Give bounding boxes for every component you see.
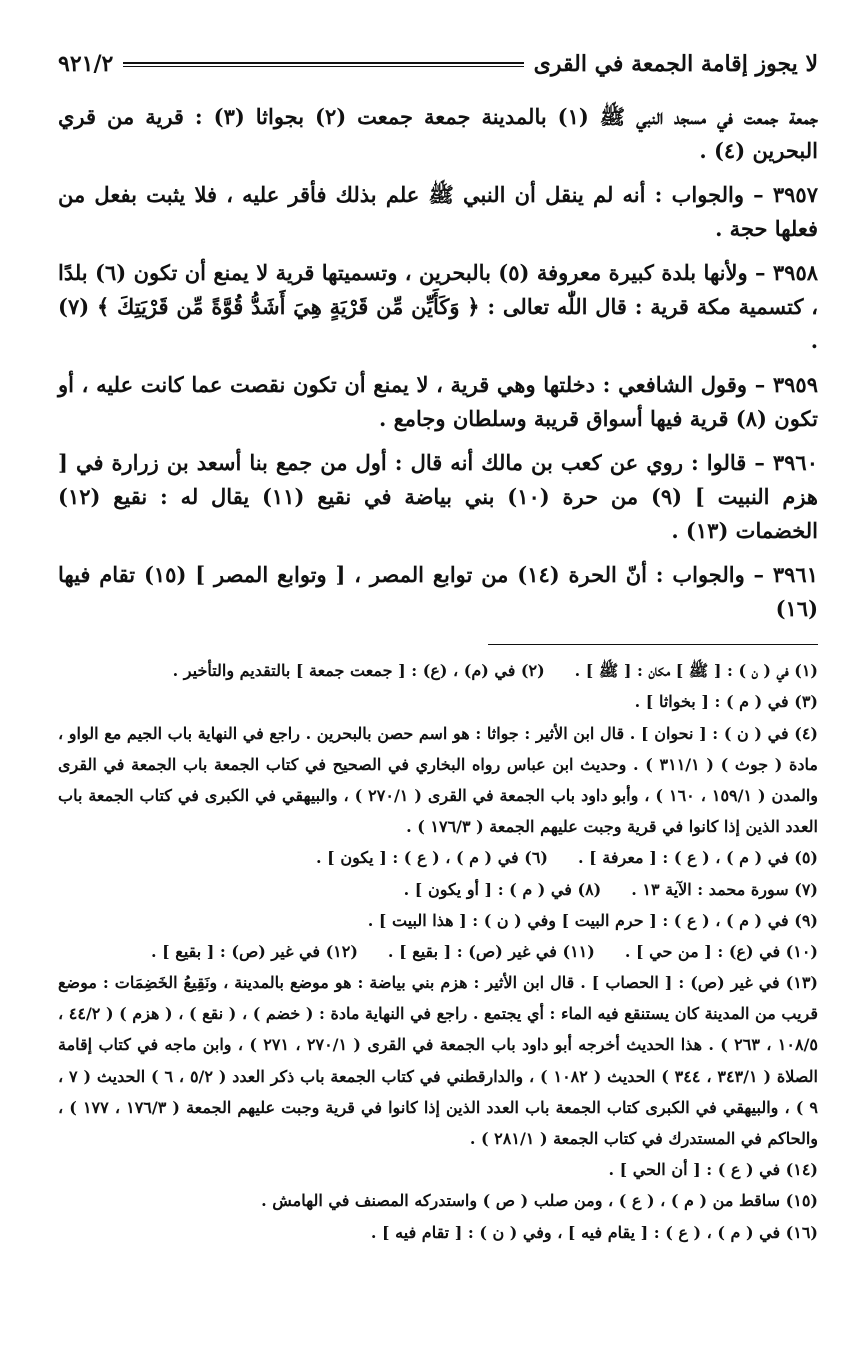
footnote-3: (٣) في ( م ) : [ بخواثا ] . <box>634 692 818 712</box>
paragraph-intro: جمعة جمعت في مسجد النبي ﷺ (١) بالمدينة جمعة جمعت (٢) بجواثا (٣) : قرية من قري البحرين (٤) . <box>58 104 819 164</box>
paragraph-3959: ٣٩٥٩ – وقول الشافعي : دخلتها وهي قرية ، لا يمنع أن تكون نقصت عما كانت عليه ، أو تكون (٨) قرية فيها أسواق قريبة وسلطان وجامع . <box>58 372 818 432</box>
page-number: ٩٢١/٢ <box>58 51 114 77</box>
footnote-2: (٢) في (م) ، (ع) : [ جمعت جمعة ] بالتقديم والتأخير . <box>172 661 545 681</box>
main-text <box>58 100 818 626</box>
footnote-divider <box>488 644 818 645</box>
paragraph-3960: ٣٩٦٠ – قالوا : روي عن كعب بن مالك أنه قال : أول من جمع بنا أسعد بن زرارة في [ هزم النبيت ] (٩) من حرة (١٠) بني بياضة في نقيع (١١) يقال له : نقيع (١٢) الخضمات (١٣) . <box>58 450 818 544</box>
footnote-10: (١٠) في (ع) : [ من حي ] . <box>624 941 818 961</box>
running-title: لا يجوز إقامة الجمعة في القرى <box>533 51 818 77</box>
paragraph-3961: ٣٩٦١ – والجواب : أنّ الحرة (١٤) من توابع المصر ، [ وتوابع المصر ] (١٥) تقام فيها (١٦) <box>58 562 818 622</box>
book-page <box>58 38 818 1248</box>
page-header <box>58 38 818 90</box>
footnote-8: (٨) في ( م ) : [ أو يكون ] . <box>403 879 602 899</box>
footnote-1: (١) في ( ن ) : [ ﷺ ] مكان : [ ﷺ ] . <box>574 661 818 681</box>
footnote-5: (٥) في ( م ) ، ( ع ) : [ معرفة ] . <box>578 848 818 868</box>
footnote-6: (٦) في ( م ) ، ( ع ) : [ يكون ] . <box>316 848 548 868</box>
footnote-11: (١١) في غير (ص) : [ بقيع ] . <box>387 941 595 961</box>
footnote-4: (٤) في ( ن ) : [ نحوان ] . قال ابن الأثير : جواثا : هو اسم حصن بالبحرين . راجع في النهاية باب الجيم مع الواو ، مادة ( جوث ) ( ٣١١/١ ) . وحديث ابن عباس رواه البخاري في الصحيح في كتاب الجمعة باب الجمعة في القرى والمدن ( ١٥٩/١ ، ١٦٠ ) ، وأبو داود باب الجمعة في القرى ( ٢٧٠/١ ) ، والبيهقي في الكبرى في كتاب الجمعة باب العدد الذين إذا كانوا في قرية وجبت عليهم الجمعة ( ١٧٦/٣ ) . <box>58 723 819 837</box>
footnote-row <box>58 842 818 873</box>
footnotes <box>58 655 818 1248</box>
paragraph-3957: ٣٩٥٧ – والجواب : أنه لم ينقل أن النبي ﷺ علم بذلك فأقر عليه ، فلا يثبت بفعل من فعلها حجة . <box>58 182 818 242</box>
footnote-14: (١٤) في ( ع ) : [ أن الحي ] . <box>608 1160 818 1180</box>
footnote-row <box>58 874 818 905</box>
header-rule <box>123 62 523 67</box>
footnote-12: (١٢) في غير (ص) : [ بقيع ] . <box>151 941 358 961</box>
footnote-9: (٩) في ( م ) ، ( ع ) : [ حرم البيت ] وفي ( ن ) : [ هذا البيت ] . <box>367 910 818 930</box>
footnote-7: (٧) سورة محمد : الآية ١٣ . <box>631 879 818 899</box>
footnote-row <box>58 655 818 686</box>
paragraph-3958: ٣٩٥٨ – ولأنها بلدة كبيرة معروفة (٥) بالبحرين ، وتسميتها قرية لا يمنع أن تكون (٦) بلدًا ، كتسمية مكة قرية : قال اللّٰه تعالى : ﴿ وَكَأَيِّن مِّن قَرْيَةٍ هِيَ أَشَدُّ قُوَّةً مِّن قَرْيَتِكَ ﴾ (٧) . <box>58 260 819 354</box>
footnote-13: (١٣) في غير (ص) : [ الحصاب ] . قال ابن الأثير : هزم بني بياضة : هو موضع بالمدينة ، ونَقِيعُ الخَضِمَات : موضع قريب من المدينة كان يستنقع فيه الماء : أي يجتمع . راجع في النهاية مادة : ( خضم ) ، ( نقع ) ، ( هزم ) ( ٤٤/٢ ، ١٠٨/٥ ، ٢٦٣ ) . هذا الحديث أخرجه أبو داود باب الجمعة في القرى ( ٢٧٠/١ ، ٢٧١ ) ، وابن ماجه في كتاب إقامة الصلاة ( ٣٤٣/١ ، ٣٤٤ ) الحديث ( ١٠٨٢ ) ، والدارقطني في كتاب الجمعة باب ذكر العدد ( ٥/٢ ، ٦ ) الحديث ( ٧ ، ٩ ) ، والبيهقي في الكبرى كتاب الجمعة باب العدد الذين إذا كانوا في قرية وجبت عليهم الجمعة ( ١٧٦/٣ ، ١٧٧ ) ، والحاكم في المستدرك في كتاب الجمعة ( ٢٨١/١ ) . <box>58 973 819 1149</box>
footnote-16: (١٦) في ( م ) ، ( ع ) : [ يقام فيه ] ، وفي ( ن ) : [ تقام فيه ] . <box>370 1222 818 1242</box>
footnote-15: (١٥) ساقط من ( م ) ، ( ع ) ، ومن صلب ( ص ) واستدركه المصنف في الهامش . <box>261 1191 818 1211</box>
footnote-row <box>58 936 818 967</box>
